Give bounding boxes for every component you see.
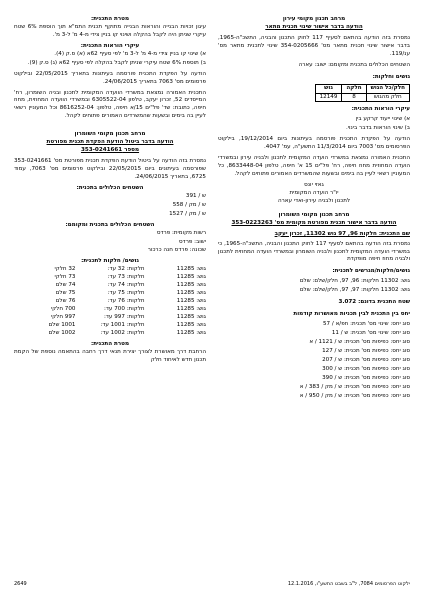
list-item: סוג יחס: כפיפות מס' תכנית: ש / 300 [322,365,410,372]
list-item: סוג יחס: כפיפות מס' תכנית: ש / 390 [322,374,410,381]
parcel-row [14,282,206,290]
notice-shomron-plan [218,212,410,401]
list-item: סוג יחס: שינוי מס' תכנית: ש / 11 [331,330,410,336]
right-column [218,16,410,576]
notice-paragraph: הודעה על הפקדת התכנית פורסמה בעיתונות ביום 19/12/2014, בילקוט הפרסומים מס' 7003 ביום 11/3/2014 התשע"ה, עמ' 4047. [218,136,410,151]
signer-name: גאזי יונס [304,181,324,188]
section-heading: מטרת התכנית: [90,340,130,347]
parcel-list [14,266,206,337]
parcel-row [14,330,206,338]
list-item: סוג יחס: כפיפות מס' תכנית: ש / 1121 / א [309,338,410,345]
list-item: ב) תוספת 6% שטח עיקרי שניתן לקבל בהקלה לפי סעיף 62א (ג) ס.ק (9). [27,59,206,66]
parcel-row [14,306,206,314]
signer-org: לתכנון ולבניה עירון-ואדי עארה [277,197,351,204]
list-item: סוג יחס: כפיפות מס' תכנית: ש / 207 [322,356,410,363]
section-heading: השטחים הכלולים בתכנית ומקומם: [65,221,155,228]
parcel-status: 32 חלקי [54,266,76,273]
parcel-status: 700 חלקי [50,306,76,312]
list-item: א) שינוי ייעוד קרקע בין [355,116,410,123]
signer-role: יו"ר הועדה המקומית [289,189,339,196]
notice-paragraph: נמסרת בזה הודעה בהתאם לסעיף 117 לחוק התכנון והבניה, התשכ"ה-1965, כי במשרדי הועדה המקומית לתכנון ולבניה השומרון ובמשרדי הועדה המחוזית לתכנון ולבניה מחוז חיפה מופקדת [218,240,410,263]
parcel-status: 997 חלקי [50,313,76,320]
notice-paragraph: נמסרת בזה הודעה בהתאם לסעיף 117 לחוק התכנון והבניה, התשכ"ה-1965, בדבר אישור שינוי תכנית מתאר מס' 354-0205666 שינוי לתכנית מתאר מס' ענ/119. [218,34,410,57]
notice-paragraph: הודעה על הפקדת התכנית פורסמה בעיתונות בתאריך 22/05/2015 ובילקוט פרסומים מס' 7063 בתאריך 24/06/2015. [14,70,206,85]
parcel-status: 76 שלם [55,298,76,305]
parcel-range: חלקות: 700 עד: [103,306,145,312]
list-item: שכונה: פרדס חנה כרכור [147,247,206,254]
parcel-row [14,322,206,330]
section-heading: עיקרי הוראות התכנית: [351,106,410,113]
signature-block [218,182,410,206]
table-row [315,84,409,93]
table-cell: חלק מהגוש [366,93,409,102]
parcel-block: גוש: 11285 [176,329,206,336]
notice-iron [218,16,410,206]
parcel-status: 73 חלקי [54,274,76,281]
parcel-range: חלקות: 997 עד: [103,313,145,320]
plan-name: שם התכנית: חלקות 96, 97 גוש 11302, זכרון יעקב [274,230,410,237]
parcel-block: גוש: 11285 [176,313,206,320]
parcel-status: 1002 שלם [48,329,76,336]
parcel-block: גוש: 11285 [176,282,206,289]
table-header-cell: חלקה [342,84,366,93]
list-item: סוג יחס: שינוי מס' תכנית: חפ/א / 57 [323,321,410,328]
parcel-row [14,298,206,306]
notice-region-title: מרחב תכנון מקומי השומרון [74,131,146,138]
parcel-range: חלקות: 76 עד: [107,298,145,305]
gush-heading: גושים/חלקות/מגרשים לתכנית: [332,268,410,275]
parcel-row [14,314,206,322]
notice-title: הודעה בדבר אישור שינוי תכנית מתאר [265,23,363,30]
table-cell: 12149 [315,93,342,102]
two-column-layout [14,16,410,576]
notice-region-title: מרחב תכנון מקומי עירון [282,16,346,22]
notice-paragraph: עיגון זכויות הבנייה והוראות הבנייה מתוקף תכנית התמ"א תוך הוספת 6% שטח עיקרי שניתן היה לקבל בהקלה ושינוי קו בניין צידי מ-4 מ' ל-3 מ'. [14,23,206,38]
parcel-row [14,290,206,298]
section-heading: מטרת התכנית: [90,16,130,22]
list-item: ישוב: פרדס [179,238,206,245]
section-heading: השטחים הכלולים בתכנית: [76,184,144,191]
gush-heading: גושים וחלקות: [372,73,410,80]
gush-table [315,84,410,103]
notice-paragraph: התכנית האמורה נמצאת במשרדי הועדה המקומית לתכנון ולבניה עירון ובמשרדי הועדה המחוזית מחוז חיפה, רח' פל"ים 15 א' חיפה, טלפון 8633448-04, כל המעוניין רשאי לעיין בה בימים ובשעות שהמשרדים האמורים פתוחים לקהל. [218,155,410,177]
parcel-block: גוש: 11285 [176,306,206,312]
notice-plan-number: מספר 353-0241661 [80,147,140,154]
notice-title: הודעה בדבר אישור תכנית מפורטת מקומית מס' 353-0223263 [231,219,397,226]
list-item: א) שינוי קו בניין צידי מ-4 מ' ל-3 מ' לפי סעיף 62א (א) ס.ק (4). [54,50,206,57]
section-heading: עיקרי הוראות התכנית: [80,42,140,49]
table-row [315,93,409,102]
list-item: גוש: 11302 חלקות: 97, 97, חלק/שלם: שלם [299,287,410,294]
notice-region-title: מרחב תכנון מקומי השומרון [278,211,350,218]
left-column [14,16,206,576]
parcel-range: חלקות: 1001 עד: [100,321,145,328]
parcel-range: חלקות: 32 עד: [107,266,145,273]
area-line: שטח התכנית בדונם: 3.072 [338,299,410,306]
parcel-block: גוש: 11285 [176,274,206,281]
parcel-status: 75 שלם [55,290,76,297]
list-item: גוש: 11302 חלקות: 96, 97, חלק/שלם: שלם [299,278,410,285]
section-heading: גושים/ חלקות לתכנית: [81,258,139,265]
list-item: רשות מקומית: פרדס [156,229,206,236]
table-header-cell: חלק/כל הגוש [366,84,409,93]
list-item: ש / 391 [185,192,206,199]
document-page [14,16,410,576]
list-item: ב) שינוי הוראות בדבר בינוי. [346,125,410,132]
notice-title: הודעה בדבר ביטול הודעת הפקדת תכנית מפורטת [46,139,174,146]
list-item: ש / מק / 1527 [169,210,206,217]
list-item: ש / מק / 558 [172,201,206,208]
notice-shomron-cancel [14,131,206,364]
parcel-status: 74 שלם [55,282,76,289]
parcel-range: חלקות: 73 עד: [107,274,145,281]
notice-purpose [14,16,206,121]
footer-publication: ילקוט הפרסומים 7084, ל"ב בשבט התשע"ו, 12.1.2016 [287,581,410,588]
parcel-block: גוש: 11285 [176,266,206,273]
table-header-cell: גוש [315,84,342,93]
parcel-range: חלקות: 74 עד: [107,282,145,289]
list-item: סוג יחס: כפיפות מס' תכנית: ש / 127 [322,347,410,354]
page-number: 2649 [14,581,27,588]
relations-heading: יחס בין התכנית לבין תכניות מאושרות קודמות [293,311,410,318]
page-footer [14,580,410,590]
parcel-block: גוש: 11285 [176,290,206,297]
parcel-range: חלקות: 1002 עד: [100,329,145,336]
parcel-row [14,274,206,282]
notice-paragraph: הרחבת דרך מאושרת לצורך יצירת תנאי דרך רחבה בהתאמה נוספת של הקמת תכנון חדש לאיחוד חלק [14,348,206,363]
table-cell: 8 [342,93,366,102]
notice-paragraph: התכנית האמורה נמצאת במשרדי הוועדה המקומית לתכנון ובניה השומרון, רח' המייסדים 52, זכרון יעקב, טלפון 6305522-04 ובמשרדי הוועדה המחוזית, מחוז חיפה, כתובת: שד' פל"ים 15/א חיפה, טלפון: 8616252-04 וכל המעוניין רשאי לעיין בה בימים ובשעות שהמשרדים האמורים פתוחים לקהל. [14,89,206,120]
parcel-block: גוש: 11285 [176,321,206,328]
list-item: סוג יחס: כפיפות מס' תכנית: ש / מק / 950 / א [299,392,410,399]
parcel-status: 1001 שלם [48,321,76,328]
list-item: סוג יחס: כפיפות מס' תכנית: ש / מק / 383 / א [299,383,410,390]
parcel-range: חלקות: 75 עד: [107,290,145,297]
parcel-block: גוש: 11285 [176,298,206,305]
notice-paragraph: נמסרת בזה הודעה על ביטול הודעת הפקדת תכנית מפורטת מס' 353-0241661 שפורסמה בעיתונים ביום 22/05/2015 ובילקוט פרסומים מס' 7063, עמוד 6725, בתאריך 24/06/2015. [14,158,206,180]
notice-paragraph: השטחים הכלולים בתכנית ומקומם: ישוב: עארה [298,61,410,68]
